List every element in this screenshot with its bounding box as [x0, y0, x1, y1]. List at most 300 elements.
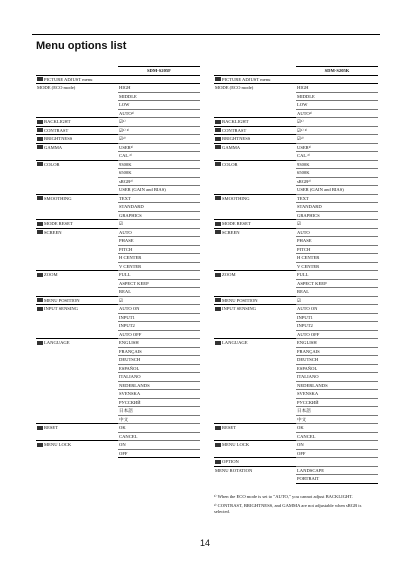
function-cell [214, 415, 296, 424]
function-cell [36, 92, 118, 101]
table-row [36, 203, 200, 212]
title-rule [32, 34, 380, 35]
table-row [214, 92, 378, 101]
language-icon [37, 341, 43, 345]
setting-cell: PITCH [296, 245, 378, 254]
table-row [36, 322, 200, 331]
function-cell [36, 211, 118, 220]
function-cell [214, 152, 296, 161]
table-row [36, 432, 200, 441]
setting-cell: INPUT1 [296, 313, 378, 322]
table-row [36, 143, 200, 152]
setting-cell: ESPAÑOL [296, 364, 378, 373]
function-cell [214, 186, 296, 195]
function-cell [36, 203, 118, 212]
setting-cell [296, 458, 378, 467]
function-label: PICTURE ADJUST menu [44, 76, 93, 82]
function-cell [214, 237, 296, 246]
function-cell [36, 407, 118, 416]
function-label: MODE RESET [222, 221, 251, 226]
function-cell [214, 245, 296, 254]
table-row [214, 339, 378, 348]
setting-cell: FRANÇAIS [296, 347, 378, 356]
setting-cell: USER (GAIN and BIAS) [296, 186, 378, 195]
table-row [36, 101, 200, 110]
menu-position-icon [37, 298, 43, 302]
function-cell [214, 101, 296, 110]
function-label: MENU ROTATION [215, 467, 253, 473]
table-row [214, 288, 378, 297]
setting-cell: OFF [118, 449, 200, 458]
function-cell [214, 432, 296, 441]
table-row [36, 245, 200, 254]
setting-cell: ☑¹⁾ [118, 118, 200, 127]
table-row [214, 424, 378, 433]
function-cell [36, 398, 118, 407]
setting-cell: DEUTSCH [296, 356, 378, 365]
contrast-icon [37, 128, 43, 132]
function-cell [214, 92, 296, 101]
function-cell [36, 126, 118, 135]
setting-cell: РУССКИЙ [118, 398, 200, 407]
function-cell [214, 475, 296, 484]
table-row [36, 390, 200, 399]
picture-adjust-icon [215, 77, 221, 81]
setting-cell: USER²⁾ [296, 143, 378, 152]
function-label: RESET [44, 425, 59, 430]
function-cell [36, 373, 118, 382]
function-label: MENU LOCK [44, 442, 72, 447]
table-row [36, 152, 200, 161]
table-row [214, 415, 378, 424]
table-row [36, 339, 200, 348]
setting-cell: ☑ [118, 296, 200, 305]
table-row [214, 75, 378, 84]
function-cell [36, 135, 118, 144]
reset-icon [215, 426, 221, 430]
page-title: Menu options list [36, 40, 127, 52]
function-label: BACKLIGHT [222, 119, 249, 124]
table-row [214, 347, 378, 356]
function-cell [214, 373, 296, 382]
table-row [214, 169, 378, 178]
setting-cell: ENGLISH [296, 339, 378, 348]
table-row [214, 220, 378, 229]
function-label: BACKLIGHT [44, 119, 71, 124]
table-row [214, 101, 378, 110]
function-cell [36, 296, 118, 305]
model-name: SDM-S205K [296, 67, 378, 76]
setting-cell: AUTO OFF [118, 330, 200, 339]
function-cell [214, 126, 296, 135]
table-row [214, 245, 378, 254]
gamma-icon [215, 145, 221, 149]
function-cell [214, 160, 296, 169]
function-label: INPUT SENSING [44, 306, 78, 311]
setting-cell: 6500K [296, 169, 378, 178]
setting-cell: FRANÇAIS [118, 347, 200, 356]
table-row [36, 186, 200, 195]
table-row [214, 152, 378, 161]
function-label: ZOOM [44, 272, 58, 277]
table-row [214, 126, 378, 135]
table-row [214, 475, 378, 484]
setting-cell: ENGLISH [118, 339, 200, 348]
function-label: SMOOTHING [44, 195, 72, 201]
function-cell [36, 364, 118, 373]
setting-cell: STANDARD [296, 203, 378, 212]
function-label: ZOOM [222, 272, 236, 277]
setting-cell: OK [118, 424, 200, 433]
gamma-icon [37, 145, 43, 149]
input-sensing-icon [37, 307, 43, 311]
setting-cell: NEDERLANDS [118, 381, 200, 390]
function-cell [214, 288, 296, 297]
setting-cell: ☑ [118, 220, 200, 229]
function-cell [36, 254, 118, 263]
table-row [36, 194, 200, 203]
setting-cell: ☑¹⁾ [296, 118, 378, 127]
function-label: OPTION [222, 459, 239, 464]
function-cell [36, 415, 118, 424]
table-row [36, 211, 200, 220]
function-label: COLOR [44, 161, 60, 167]
function-cell [214, 322, 296, 331]
setting-cell: TEXT [296, 194, 378, 203]
function-cell [214, 177, 296, 186]
setting-cell: 日本語 [296, 407, 378, 416]
function-label: PICTURE ADJUST menu [222, 76, 271, 82]
table-row [214, 186, 378, 195]
menu-position-icon [215, 298, 221, 302]
table-row [214, 466, 378, 475]
header-spacer [36, 67, 118, 76]
function-cell [214, 109, 296, 118]
table-row [36, 279, 200, 288]
table-row [36, 364, 200, 373]
setting-cell: ☑¹⁾ ²⁾ [118, 126, 200, 135]
function-cell [214, 228, 296, 237]
table-row [214, 84, 378, 93]
table-row [36, 254, 200, 263]
function-label: GAMMA [222, 144, 241, 150]
setting-cell: AUTO ON [118, 305, 200, 314]
table-row [36, 126, 200, 135]
table-row [36, 313, 200, 322]
setting-cell: INPUT2 [118, 322, 200, 331]
setting-cell [118, 75, 200, 84]
setting-cell: ASPECT KEEP [296, 279, 378, 288]
table-row [214, 118, 378, 127]
setting-cell: USER²⁾ [118, 143, 200, 152]
backlight-icon [37, 120, 43, 124]
menu-options-table-left [36, 66, 200, 458]
table-row [36, 228, 200, 237]
function-cell [214, 398, 296, 407]
setting-cell: GRAPHICS [118, 211, 200, 220]
setting-cell: PORTRAIT [296, 475, 378, 484]
function-cell [36, 330, 118, 339]
function-cell [36, 160, 118, 169]
function-label: SCREEN [222, 229, 240, 235]
setting-cell: ON [118, 441, 200, 450]
setting-cell: ITALIANO [296, 373, 378, 382]
table-row [36, 407, 200, 416]
setting-cell: LOW [118, 101, 200, 110]
setting-cell: ASPECT KEEP [118, 279, 200, 288]
function-cell [36, 169, 118, 178]
footnote-1: ¹⁾ When the ECO mode is set to "AUTO," you cannot adjust BACKLIGHT. [214, 494, 353, 499]
function-cell [214, 262, 296, 271]
function-cell [36, 322, 118, 331]
header-spacer [214, 67, 296, 76]
setting-cell: ☑²⁾ [118, 135, 200, 144]
table-row [214, 135, 378, 144]
function-cell [36, 271, 118, 280]
function-cell [36, 84, 118, 93]
function-cell [36, 109, 118, 118]
setting-cell: V CENTER [296, 262, 378, 271]
setting-cell: REAL [296, 288, 378, 297]
setting-cell: H CENTER [296, 254, 378, 263]
function-label: COLOR [222, 161, 238, 167]
function-cell [214, 194, 296, 203]
function-cell [36, 339, 118, 348]
table-row [36, 237, 200, 246]
setting-cell: 中文 [118, 415, 200, 424]
table-row [214, 322, 378, 331]
setting-cell: REAL [118, 288, 200, 297]
table-row [36, 356, 200, 365]
function-cell [36, 288, 118, 297]
function-cell [214, 381, 296, 390]
zoom-icon [215, 273, 221, 277]
function-label: BRIGHTNESS [44, 136, 73, 141]
table-row [214, 237, 378, 246]
function-cell [214, 271, 296, 280]
function-cell [214, 118, 296, 127]
function-cell [36, 177, 118, 186]
setting-cell: sRGB²⁾ [296, 177, 378, 186]
setting-cell: AUTO OFF [296, 330, 378, 339]
setting-cell: GRAPHICS [296, 211, 378, 220]
table-row [214, 305, 378, 314]
table-row [214, 364, 378, 373]
function-label: MENU POSITION [44, 297, 80, 303]
setting-cell: CANCEL [296, 432, 378, 441]
setting-cell: V CENTER [118, 262, 200, 271]
setting-cell: INPUT1 [118, 313, 200, 322]
setting-cell: PITCH [118, 245, 200, 254]
function-cell [36, 118, 118, 127]
setting-cell: OK [296, 424, 378, 433]
function-cell [36, 220, 118, 229]
setting-cell: ☑ [296, 296, 378, 305]
table-row [214, 262, 378, 271]
function-cell [214, 364, 296, 373]
function-cell [214, 254, 296, 263]
function-cell [36, 228, 118, 237]
setting-cell: PHASE [296, 237, 378, 246]
table-row [214, 390, 378, 399]
table-row [36, 381, 200, 390]
smoothing-icon [215, 196, 221, 200]
function-cell [214, 143, 296, 152]
table-row [214, 356, 378, 365]
setting-cell: AUTO [296, 228, 378, 237]
table-row [214, 432, 378, 441]
table-row [214, 398, 378, 407]
menu-lock-icon [37, 443, 43, 447]
function-cell [214, 75, 296, 84]
mode-reset-icon [37, 222, 43, 226]
function-label: LANGUAGE [44, 340, 70, 345]
table-row [36, 398, 200, 407]
function-cell [36, 101, 118, 110]
setting-cell: FULL [118, 271, 200, 280]
table-row [214, 109, 378, 118]
function-cell [214, 347, 296, 356]
color-icon [37, 162, 43, 166]
table-row [36, 135, 200, 144]
table-row [214, 296, 378, 305]
reset-icon [37, 426, 43, 430]
setting-cell: ITALIANO [118, 373, 200, 382]
table-row [36, 75, 200, 84]
function-label: SMOOTHING [222, 195, 250, 201]
model-header-row [214, 67, 378, 76]
setting-cell: HIGH [296, 84, 378, 93]
function-cell [214, 407, 296, 416]
function-cell [36, 75, 118, 84]
function-label: CONTRAST [44, 127, 69, 133]
function-cell [214, 84, 296, 93]
backlight-icon [215, 120, 221, 124]
function-cell [214, 135, 296, 144]
picture-adjust-icon [37, 77, 43, 81]
screen-icon [215, 230, 221, 234]
table-row [36, 262, 200, 271]
table-row [214, 271, 378, 280]
setting-cell: MIDDLE [118, 92, 200, 101]
function-label: LANGUAGE [222, 340, 248, 345]
model-name: SDM-S205F [118, 67, 200, 76]
setting-cell: H CENTER [118, 254, 200, 263]
function-cell [36, 194, 118, 203]
contrast-icon [215, 128, 221, 132]
function-cell [36, 347, 118, 356]
table-row [214, 211, 378, 220]
setting-cell: 9300K [296, 160, 378, 169]
table-row [214, 330, 378, 339]
function-cell [214, 441, 296, 450]
setting-cell: PHASE [118, 237, 200, 246]
table-row [36, 424, 200, 433]
setting-cell: NEDERLANDS [296, 381, 378, 390]
function-cell [36, 279, 118, 288]
setting-cell: SVENSKA [118, 390, 200, 399]
function-cell [214, 203, 296, 212]
table-row [36, 296, 200, 305]
language-icon [215, 341, 221, 345]
input-sensing-icon [215, 307, 221, 311]
table-row [214, 373, 378, 382]
function-cell [214, 390, 296, 399]
setting-cell: FULL [296, 271, 378, 280]
page-number: 14 [199, 538, 210, 548]
setting-cell: OFF [296, 449, 378, 458]
function-cell [36, 186, 118, 195]
table-row [214, 279, 378, 288]
function-label: MODE (ECO mode) [215, 85, 254, 90]
table-row [36, 288, 200, 297]
function-label: BRIGHTNESS [222, 136, 251, 141]
table-row [214, 194, 378, 203]
zoom-icon [37, 273, 43, 277]
footnote-2: ²⁾ CONTRAST, BRIGHTNESS, and GAMMA are not adjustable when sRGB is selected. [214, 503, 362, 514]
setting-cell [296, 75, 378, 84]
table-row [36, 441, 200, 450]
setting-cell: sRGB²⁾ [118, 177, 200, 186]
menu-lock-icon [215, 443, 221, 447]
setting-cell: AUTO ON [296, 305, 378, 314]
table-row [36, 169, 200, 178]
setting-cell: ON [296, 441, 378, 450]
table-row [214, 254, 378, 263]
function-cell [214, 313, 296, 322]
table-row [36, 220, 200, 229]
table-row [214, 228, 378, 237]
function-label: CONTRAST [222, 127, 247, 133]
function-cell [36, 245, 118, 254]
function-cell [36, 152, 118, 161]
setting-cell: DEUTSCH [118, 356, 200, 365]
table-row [36, 330, 200, 339]
smoothing-icon [37, 196, 43, 200]
setting-cell: USER (GAIN and BIAS) [118, 186, 200, 195]
table-row [36, 449, 200, 458]
table-row [214, 143, 378, 152]
setting-cell: TEXT [118, 194, 200, 203]
setting-cell: AUTO [118, 228, 200, 237]
setting-cell: LANDSCAPE [296, 466, 378, 475]
table-row [36, 118, 200, 127]
setting-cell: INPUT2 [296, 322, 378, 331]
setting-cell: CAL.²⁾ [118, 152, 200, 161]
function-cell [36, 305, 118, 314]
function-cell [214, 296, 296, 305]
table-row [36, 92, 200, 101]
brightness-icon [215, 137, 221, 141]
model-header-row [36, 67, 200, 76]
function-cell [36, 237, 118, 246]
function-cell [214, 449, 296, 458]
function-cell [36, 441, 118, 450]
setting-cell: 9300K [118, 160, 200, 169]
setting-cell: ☑ [296, 220, 378, 229]
function-cell [36, 262, 118, 271]
table-row [214, 160, 378, 169]
footnotes [214, 494, 378, 518]
setting-cell: 中文 [296, 415, 378, 424]
function-cell [36, 390, 118, 399]
function-label: MENU LOCK [222, 442, 250, 447]
function-cell [214, 466, 296, 475]
setting-cell: AUTO¹⁾ [296, 109, 378, 118]
function-label: MODE (ECO mode) [37, 85, 76, 90]
setting-cell: РУССКИЙ [296, 398, 378, 407]
table-row [36, 84, 200, 93]
